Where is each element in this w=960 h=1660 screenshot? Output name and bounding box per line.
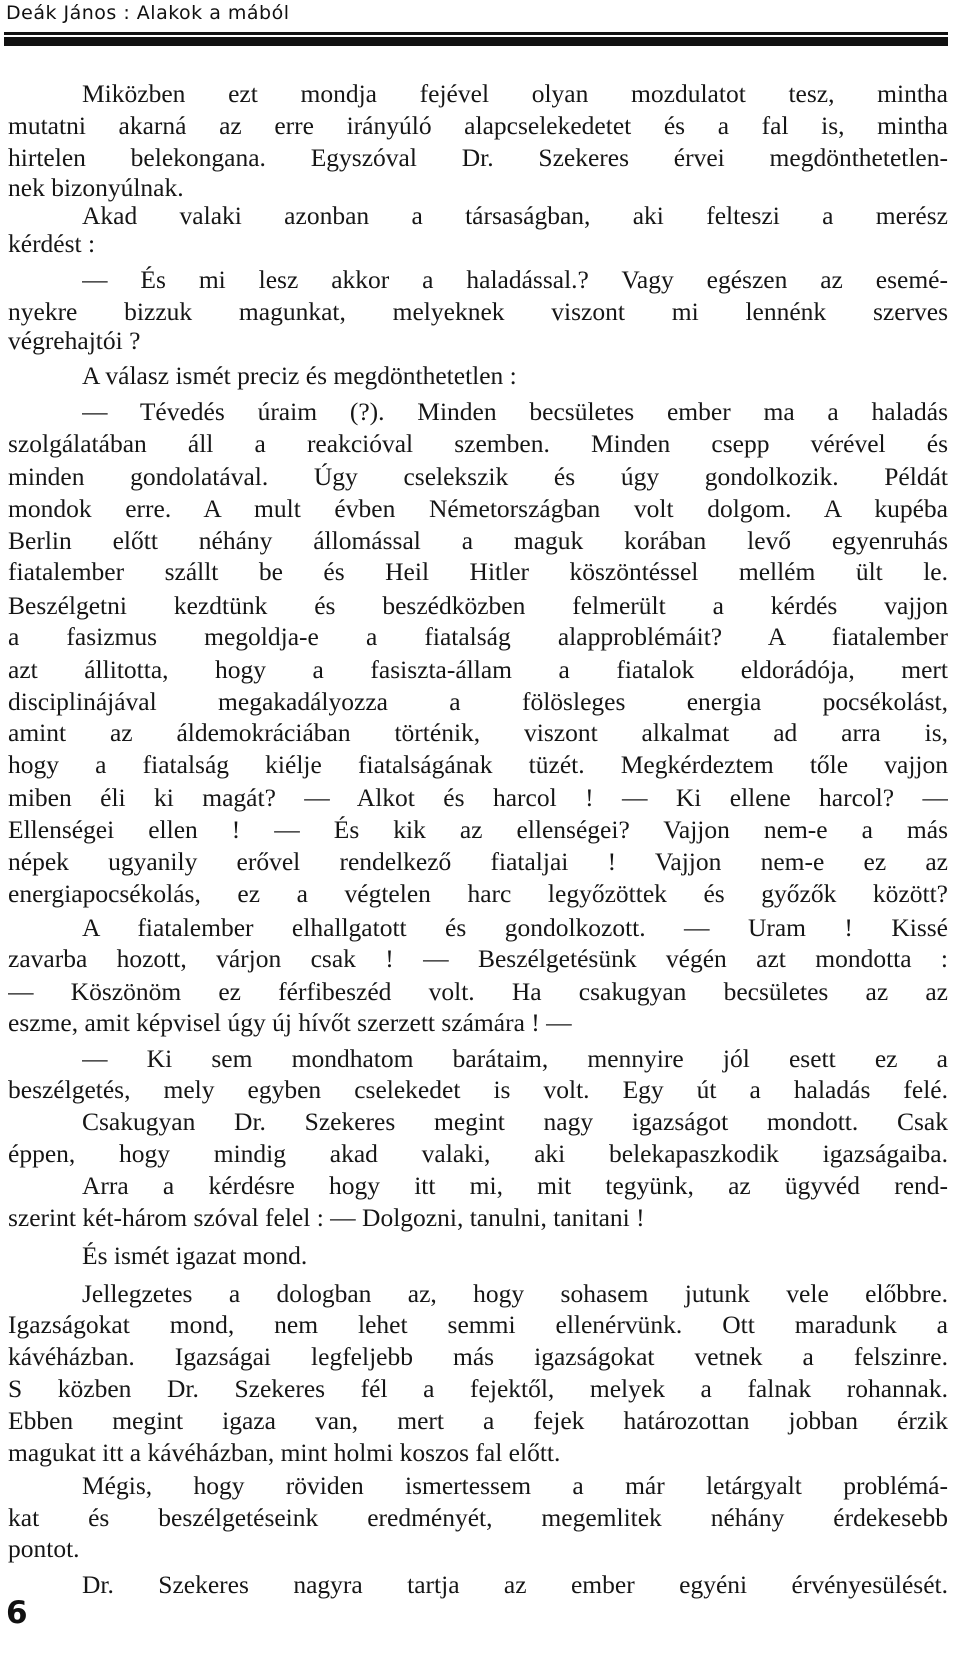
- text-line: zavarba hozott, várjon csak ! — Beszélgetésünk végén azt mondotta :: [8, 944, 948, 973]
- text-line: nek bizonyúlnak.: [8, 173, 184, 202]
- text-line: Akad valaki azonban a társaságban, aki felteszi a merész: [82, 201, 948, 230]
- text-line: hogy a fiatalság kiélje fiatalságának tüzét. Megkérdeztem tőle vajjon: [8, 750, 948, 779]
- text-line: a fasizmus megoldja-e a fiatalság alapproblémáit? A fiatalember: [8, 622, 948, 651]
- text-line: szolgálatában áll a reakcióval szemben. Minden csepp vérével és: [8, 429, 948, 458]
- page-number: 6: [6, 1595, 28, 1631]
- text-line: Dr. Szekeres nagyra tartja az ember egyéni érvényesülését.: [82, 1570, 948, 1599]
- text-line: kávéházban. Igazságai legfeljebb más igazságokat vetnek a felszinre.: [8, 1342, 948, 1371]
- text-line: Mégis, hogy röviden ismertessem a már letárgyalt problémá-: [82, 1471, 948, 1500]
- text-line: hirtelen belekongana. Egyszóval Dr. Szekeres érvei megdönthetetlen-: [8, 143, 948, 172]
- text-line: — Ki sem mondhatom barátaim, mennyire jól esett ez a: [82, 1044, 948, 1073]
- text-line: Ellenségei ellen ! — És kik az ellenségei? Vajjon nem-e a más: [8, 815, 948, 844]
- text-line: A fiatalember elhallgatott és gondolkozott. — Uram ! Kissé: [82, 913, 948, 942]
- text-line: minden gondolatával. Úgy cselekszik és úgy gondolkozik. Példát: [8, 462, 948, 491]
- text-line: népek ugyanily erővel rendelkező fiataljai ! Vajjon nem-e ez az: [8, 847, 948, 876]
- text-line: fiatalember szállt be és Heil Hitler köszöntéssel mellém ült le.: [8, 557, 948, 586]
- text-line: Arra a kérdésre hogy itt mi, mit tegyünk, az ügyvéd rend-: [82, 1171, 948, 1200]
- text-line: Jellegzetes a dologban az, hogy sohasem jutunk vele előbbre.: [82, 1279, 948, 1308]
- text-line: — És mi lesz akkor a haladással.? Vagy egészen az esemé-: [82, 265, 948, 294]
- text-line: A válasz ismét preciz és megdönthetetlen :: [82, 361, 517, 390]
- text-line: Miközben ezt mondja fejével olyan mozdulatot tesz, mintha: [82, 79, 948, 108]
- text-line: nyekre bizzuk magunkat, melyeknek viszont mi lennénk szerves: [8, 297, 948, 326]
- text-line: Beszélgetni kezdtünk és beszédközben felmerült a kérdés vajjon: [8, 591, 948, 620]
- text-line: disciplinájával megakadályozza a fölösleges energia pocsékolást,: [8, 687, 948, 716]
- text-line: És ismét igazat mond.: [82, 1241, 308, 1270]
- header-rule-thin: [4, 32, 948, 35]
- header-rule-thick: [4, 37, 948, 46]
- text-line: pontot.: [8, 1534, 80, 1563]
- text-line: kérdést :: [8, 229, 96, 258]
- text-line: végrehajtói ?: [8, 326, 141, 355]
- text-line: beszélgetés, mely egyben cselekedet is volt. Egy út a haladás felé.: [8, 1075, 948, 1104]
- header-title: Deák János : Alakok a mából: [6, 2, 290, 24]
- text-line: — Tévedés úraim (?). Minden becsületes ember ma a haladás: [82, 397, 948, 426]
- text-line: Csakugyan Dr. Szekeres megint nagy igazságot mondott. Csak: [82, 1107, 948, 1136]
- text-line: energiapocsékolás, ez a végtelen harc legyőzöttek és győzők között?: [8, 879, 948, 908]
- text-line: szerint két-három szóval felel : — Dolgozni, tanulni, tanitani !: [8, 1203, 645, 1232]
- text-line: S közben Dr. Szekeres fél a fejektől, melyek a falnak rohannak.: [8, 1374, 948, 1403]
- text-line: éppen, hogy mindig akad valaki, aki belekapaszkodik igazságaiba.: [8, 1139, 948, 1168]
- text-line: kat és beszélgetéseink eredményét, megemlitek néhány érdekesebb: [8, 1503, 948, 1532]
- text-line: Ebben megint igaza van, mert a fejek határozottan jobban érzik: [8, 1406, 948, 1435]
- text-line: Igazságokat mond, nem lehet semmi ellenérvünk. Ott maradunk a: [8, 1310, 948, 1339]
- text-line: azt állitotta, hogy a fasiszta-állam a fiatalok eldorádója, mert: [8, 655, 948, 684]
- text-line: mutatni akarná az erre irányúló alapcselekedetet és a fal is, mintha: [8, 111, 948, 140]
- text-line: Berlin előtt néhány állomással a maguk korában levő egyenruhás: [8, 526, 948, 555]
- text-line: magukat itt a kávéházban, mint holmi koszos fal előtt.: [8, 1438, 561, 1467]
- text-line: mondok erre. A mult évben Németországban volt dolgom. A kupéba: [8, 494, 948, 523]
- text-line: — Köszönöm ez férfibeszéd volt. Ha csakugyan becsületes az az: [8, 977, 948, 1006]
- text-line: amint az áldemokráciában történik, viszont alkalmat ad arra is,: [8, 718, 948, 747]
- text-line: miben éli ki magát? — Alkot és harcol ! — Ki ellene harcol? —: [8, 783, 948, 812]
- text-line: eszme, amit képvisel úgy új hívőt szerzett számára ! —: [8, 1008, 572, 1037]
